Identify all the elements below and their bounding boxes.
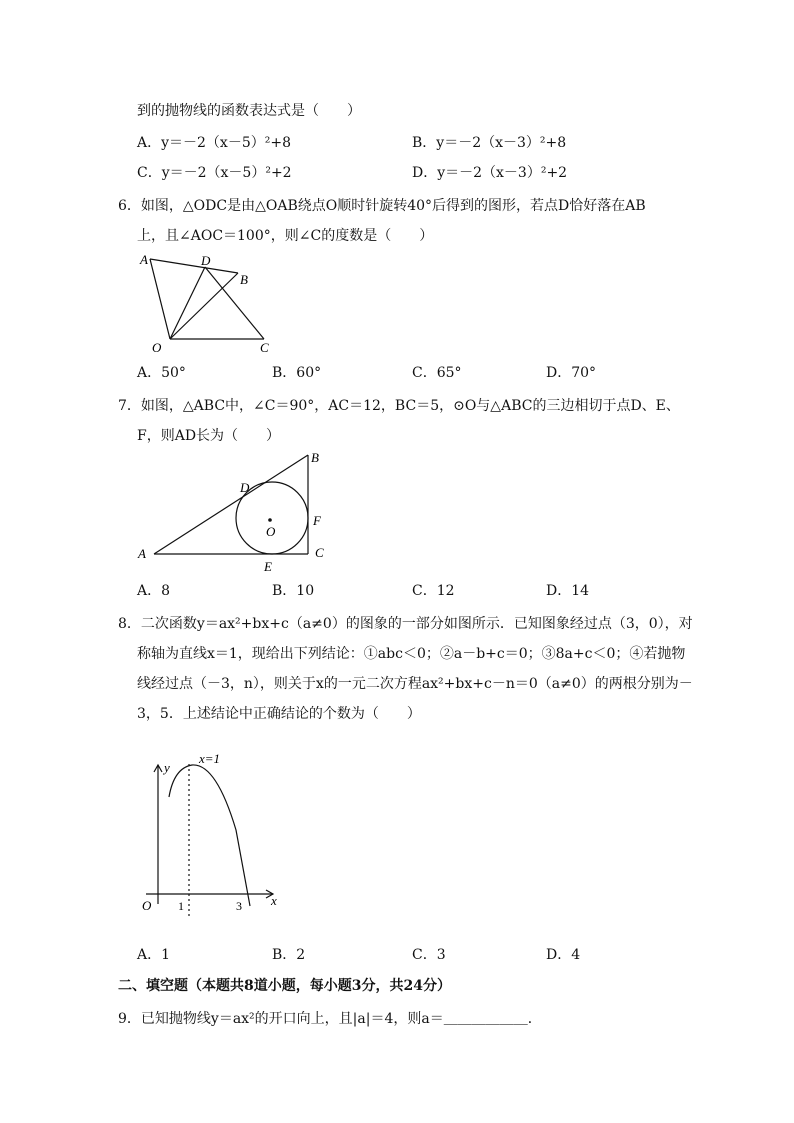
q8-tick-1: 1 bbox=[178, 899, 184, 913]
q6-line2: 上，且∠AOC＝100°，则∠C的度数是（ ） bbox=[137, 228, 434, 244]
q8-line4: 3，5．上述结论中正确结论的个数为（ ） bbox=[137, 706, 421, 722]
q7-center-dot bbox=[268, 518, 272, 522]
q8-label-y: y bbox=[164, 760, 170, 775]
q6-label-d: D bbox=[201, 253, 211, 268]
q6-label-a: A bbox=[140, 252, 148, 267]
q7-label-a: A bbox=[138, 546, 146, 561]
q6-segment-od bbox=[170, 267, 205, 339]
q6-label-b: B bbox=[240, 272, 248, 287]
q6-segment-ab bbox=[150, 259, 238, 273]
q6-line1: 6．如图，△ODC是由△OAB绕点O顺时针旋转40°后得到的图形，若点D恰好落在AB bbox=[118, 198, 646, 214]
q5-stem-tail: 到的抛物线的函数表达式是（ ） bbox=[137, 103, 361, 119]
q5-option-d: D．y＝－2（x－3）²+2 bbox=[412, 165, 568, 181]
q8-line3: 线经过点（－3，n），则关于x的一元二次方程ax²+bx+c－n＝0（a≠0）的两根分别为－ bbox=[137, 676, 693, 692]
q6-option-d: D．70° bbox=[546, 365, 597, 381]
q7-option-c: C．12 bbox=[412, 583, 455, 599]
q5-option-b: B．y＝－2（x－3）²+8 bbox=[412, 135, 567, 151]
q5-option-a: A．y＝－2（x－5）²+8 bbox=[137, 135, 291, 151]
q9-line1: 9．已知抛物线y＝ax²的开口向上，且|a|＝4，则a＝＿＿＿＿＿＿． bbox=[118, 1011, 542, 1027]
q7-label-f: F bbox=[313, 513, 321, 528]
q6-segment-ao bbox=[150, 259, 170, 339]
q8-option-a: A．1 bbox=[137, 947, 171, 963]
q6-label-c: C bbox=[260, 340, 269, 355]
q8-axis-label: x=1 bbox=[199, 751, 221, 766]
q7-line1: 7．如图，△ABC中，∠C＝90°，AC＝12，BC＝5，⊙O与△ABC的三边相切于点D、E、 bbox=[118, 398, 680, 414]
q8-label-x: x bbox=[271, 893, 277, 908]
q5-option-c: C．y＝－2（x－5）²+2 bbox=[137, 165, 292, 181]
q7-line2: F，则AD长为（ ） bbox=[137, 428, 281, 444]
q6-option-b: B．60° bbox=[272, 365, 322, 381]
q7-label-b: B bbox=[311, 450, 319, 465]
q7-label-o: O bbox=[266, 524, 276, 539]
q6-option-a: A．50° bbox=[137, 365, 186, 381]
q8-parabola bbox=[169, 765, 250, 906]
section2-heading: 二、填空题（本题共8道小题，每小题3分，共24分） bbox=[118, 978, 451, 994]
q7-label-c: C bbox=[315, 545, 324, 560]
q7-option-d: D．14 bbox=[546, 583, 590, 599]
q7-segment-ab bbox=[154, 455, 308, 554]
q7-option-a: A．8 bbox=[137, 583, 171, 599]
q8-option-c: C．3 bbox=[412, 947, 446, 963]
q7-label-d: D bbox=[240, 480, 250, 495]
q6-segment-dc bbox=[205, 267, 264, 339]
q6-segment-ob bbox=[170, 273, 238, 339]
q8-line2: 称轴为直线x＝1，现给出下列结论：①abc＜0；②a－b+c＝0；③8a+c＜0；④若抛物 bbox=[137, 646, 686, 662]
q6-option-c: C．65° bbox=[412, 365, 462, 381]
q8-option-d: D．4 bbox=[546, 947, 581, 963]
q8-tick-3: 3 bbox=[236, 899, 242, 913]
q6-label-o: O bbox=[152, 340, 162, 355]
q7-label-e: E bbox=[264, 559, 272, 574]
q8-line1: 8．二次函数y＝ax²+bx+c（a≠0）的图象的一部分如图所示．已知图象经过点（3，0），对 bbox=[118, 616, 693, 632]
q8-option-b: B．2 bbox=[272, 947, 306, 963]
q8-label-origin: O bbox=[142, 898, 152, 913]
q7-option-b: B．10 bbox=[272, 583, 315, 599]
